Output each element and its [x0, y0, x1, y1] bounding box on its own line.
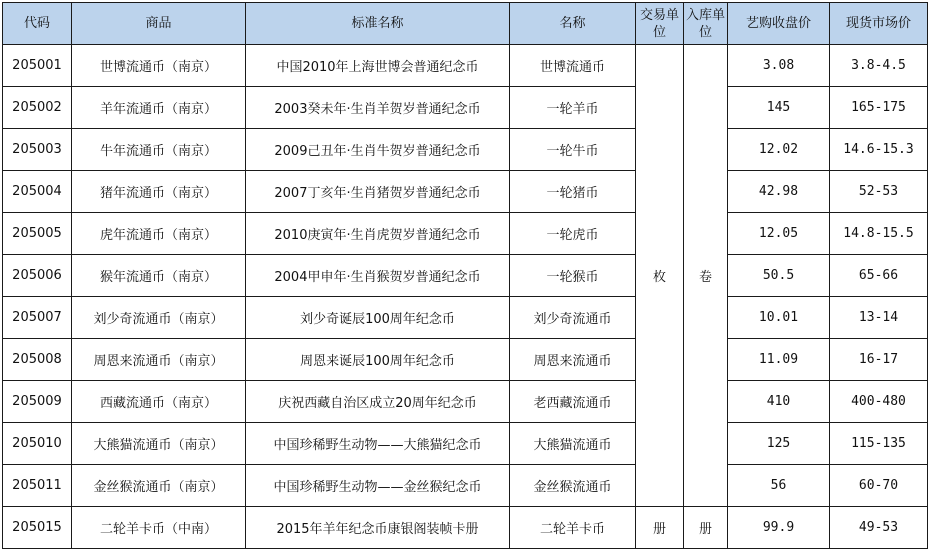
cell-standard-name: 刘少奇诞辰100周年纪念币	[246, 297, 510, 339]
header-storage-unit: 入库单位	[684, 3, 728, 45]
cell-product: 金丝猴流通币（南京）	[72, 465, 246, 507]
cell-market-price: 165-175	[830, 87, 928, 129]
cell-name: 刘少奇流通币	[510, 297, 636, 339]
cell-standard-name: 2009己丑年·生肖牛贺岁普通纪念币	[246, 129, 510, 171]
cell-code: 205010	[3, 423, 72, 465]
cell-market-price: 49-53	[830, 507, 928, 549]
cell-name: 世博流通币	[510, 45, 636, 87]
cell-product: 牛年流通币（南京）	[72, 129, 246, 171]
cell-closing-price: 125	[728, 423, 830, 465]
table-row	[3, 45, 928, 87]
table-row	[3, 87, 928, 129]
cell-product: 二轮羊卡币（中南）	[72, 507, 246, 549]
header-row	[3, 3, 928, 45]
cell-product: 虎年流通币（南京）	[72, 213, 246, 255]
table-row	[3, 129, 928, 171]
cell-market-price: 400-480	[830, 381, 928, 423]
header-product: 商品	[72, 3, 246, 45]
cell-name: 周恩来流通币	[510, 339, 636, 381]
cell-market-price: 16-17	[830, 339, 928, 381]
cell-product: 猪年流通币（南京）	[72, 171, 246, 213]
cell-standard-name: 庆祝西藏自治区成立20周年纪念币	[246, 381, 510, 423]
cell-trade-unit-merged: 枚	[636, 45, 684, 507]
table-row	[3, 465, 928, 507]
cell-code: 205004	[3, 171, 72, 213]
header-code: 代码	[3, 3, 72, 45]
cell-product: 西藏流通币（南京）	[72, 381, 246, 423]
cell-product: 刘少奇流通币（南京）	[72, 297, 246, 339]
table-row	[3, 381, 928, 423]
table-row-last	[3, 507, 928, 549]
cell-standard-name: 中国珍稀野生动物——大熊猫纪念币	[246, 423, 510, 465]
cell-market-price: 3.8-4.5	[830, 45, 928, 87]
cell-market-price: 13-14	[830, 297, 928, 339]
cell-standard-name: 中国2010年上海世博会普通纪念币	[246, 45, 510, 87]
cell-standard-name: 2007丁亥年·生肖猪贺岁普通纪念币	[246, 171, 510, 213]
cell-closing-price: 99.9	[728, 507, 830, 549]
cell-market-price: 65-66	[830, 255, 928, 297]
table-row	[3, 255, 928, 297]
cell-closing-price: 42.98	[728, 171, 830, 213]
cell-product: 周恩来流通币（南京）	[72, 339, 246, 381]
cell-code: 205011	[3, 465, 72, 507]
cell-code: 205003	[3, 129, 72, 171]
header-standard-name: 标准名称	[246, 3, 510, 45]
cell-code: 205005	[3, 213, 72, 255]
cell-closing-price: 50.5	[728, 255, 830, 297]
table-row	[3, 339, 928, 381]
cell-closing-price: 56	[728, 465, 830, 507]
cell-code: 205015	[3, 507, 72, 549]
cell-product: 世博流通币（南京）	[72, 45, 246, 87]
header-market-price: 现货市场价	[830, 3, 928, 45]
cell-market-price: 52-53	[830, 171, 928, 213]
cell-standard-name: 中国珍稀野生动物——金丝猴纪念币	[246, 465, 510, 507]
cell-market-price: 14.6-15.3	[830, 129, 928, 171]
cell-product: 猴年流通币（南京）	[72, 255, 246, 297]
cell-closing-price: 12.02	[728, 129, 830, 171]
cell-name: 老西藏流通币	[510, 381, 636, 423]
cell-name: 大熊猫流通币	[510, 423, 636, 465]
cell-code: 205001	[3, 45, 72, 87]
cell-product: 大熊猫流通币（南京）	[72, 423, 246, 465]
cell-standard-name: 2015年羊年纪念币康银阁装帧卡册	[246, 507, 510, 549]
cell-name: 一轮羊币	[510, 87, 636, 129]
cell-closing-price: 3.08	[728, 45, 830, 87]
cell-product: 羊年流通币（南京）	[72, 87, 246, 129]
cell-code: 205009	[3, 381, 72, 423]
cell-storage-unit: 册	[684, 507, 728, 549]
table-row	[3, 213, 928, 255]
table-row	[3, 297, 928, 339]
coin-price-table	[2, 2, 928, 549]
header-closing-price: 艺购收盘价	[728, 3, 830, 45]
cell-code: 205007	[3, 297, 72, 339]
cell-standard-name: 2010庚寅年·生肖虎贺岁普通纪念币	[246, 213, 510, 255]
cell-name: 一轮猴币	[510, 255, 636, 297]
cell-code: 205002	[3, 87, 72, 129]
header-name: 名称	[510, 3, 636, 45]
cell-code: 205006	[3, 255, 72, 297]
cell-name: 一轮牛币	[510, 129, 636, 171]
cell-name: 二轮羊卡币	[510, 507, 636, 549]
cell-standard-name: 2004甲申年·生肖猴贺岁普通纪念币	[246, 255, 510, 297]
cell-standard-name: 周恩来诞辰100周年纪念币	[246, 339, 510, 381]
cell-trade-unit: 册	[636, 507, 684, 549]
table-row	[3, 423, 928, 465]
cell-closing-price: 11.09	[728, 339, 830, 381]
cell-closing-price: 410	[728, 381, 830, 423]
cell-closing-price: 145	[728, 87, 830, 129]
cell-market-price: 14.8-15.5	[830, 213, 928, 255]
cell-market-price: 60-70	[830, 465, 928, 507]
cell-closing-price: 12.05	[728, 213, 830, 255]
cell-name: 一轮虎币	[510, 213, 636, 255]
table-row	[3, 171, 928, 213]
cell-closing-price: 10.01	[728, 297, 830, 339]
cell-standard-name: 2003癸未年·生肖羊贺岁普通纪念币	[246, 87, 510, 129]
cell-code: 205008	[3, 339, 72, 381]
cell-name: 一轮猪币	[510, 171, 636, 213]
cell-name: 金丝猴流通币	[510, 465, 636, 507]
cell-storage-unit-merged: 卷	[684, 45, 728, 507]
header-trade-unit: 交易单位	[636, 3, 684, 45]
cell-market-price: 115-135	[830, 423, 928, 465]
